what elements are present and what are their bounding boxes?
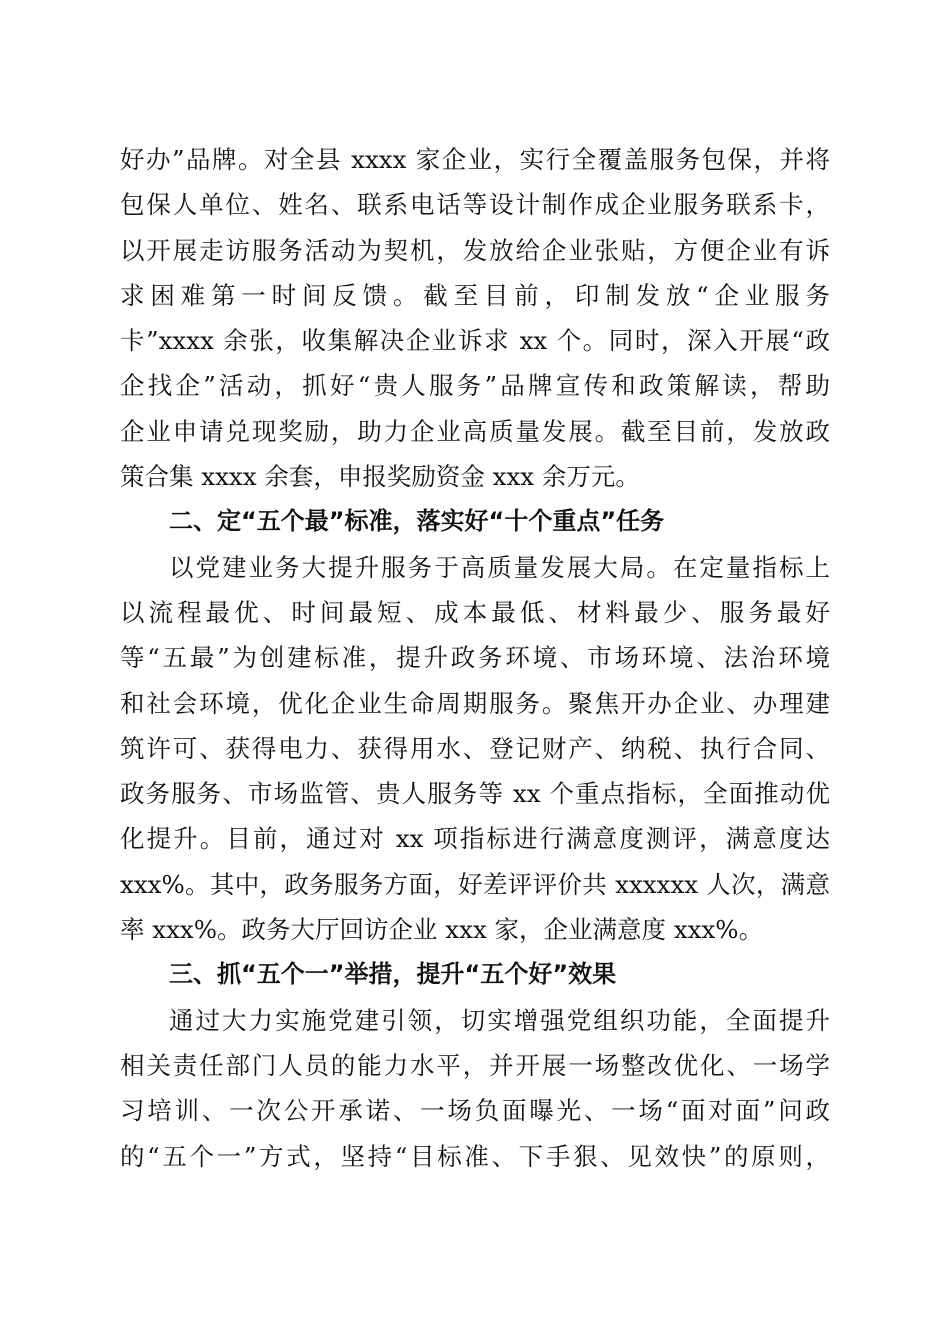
text-line: 化提升。目前，通过对 xx 项指标进行满意度测评，满意度达 [120,824,830,854]
text-line: 等“五最”为创建标准，提升政务环境、市场环境、法治环境 [120,643,830,673]
text-line: 好办”品牌。对全县 xxxx 家企业，实行全覆盖服务包保，并将 [120,145,830,174]
text-line: 求困难第一时间反馈。截至目前，印制发放“企业服务 [120,280,830,310]
text-line: 包保人单位、姓名、联系电话等设计制作成企业服务联系卡， [120,190,830,220]
text-line: xxx%。其中，政务服务方面，好差评评价共 xxxxxx 人次，满意 [120,869,830,899]
section-heading-3: 三、抓“五个一”举措，提升“五个好”效果 [169,960,617,989]
paragraph-2 [120,545,830,953]
text-line: 以开展走访服务活动为契机，发放给企业张贴，方便企业有诉 [120,235,830,265]
text-line: 的“五个一”方式，坚持“目标准、下手狠、见效快”的原则， [120,1141,830,1171]
section-heading-2: 二、定“五个最”标准，落实好“十个重点”任务 [169,507,665,536]
text-line: 企找企”活动，抓好“贵人服务”品牌宣传和政策解读，帮助 [120,371,830,401]
document-page [120,137,830,1179]
text-line: 率 xxx%。政务大厅回访企业 xxx 家，企业满意度 xxx%。 [120,915,764,945]
paragraph-1 [120,137,830,499]
text-line: 相关责任部门人员的能力水平，并开展一场整改优化、一场学 [120,1050,830,1080]
text-line: 卡”xxxx 余张，收集解决企业诉求 xx 个。同时，深入开展“政 [120,326,830,356]
text-line: 习培训、一次公开承诺、一场负面曝光、一场“面对面”问政 [120,1096,830,1126]
text-line: 通过大力实施党建引领，切实增强党组织功能，全面提升 [169,1005,830,1035]
text-line: 筑许可、获得电力、获得用水、登记财产、纳税、执行合同、 [120,733,830,763]
text-line: 政务服务、市场监管、贵人服务等 xx 个重点指标，全面推动优 [120,779,830,809]
text-line: 策合集 xxxx 余套，申报奖励资金 xxx 余万元。 [120,462,640,492]
text-line: 以党建业务大提升服务于高质量发展大局。在定量指标上 [169,552,830,582]
paragraph-3 [120,998,830,1179]
text-line: 企业申请兑现奖励，助力企业高质量发展。截至目前，发放政 [120,416,830,446]
text-line: 和社会环境，优化企业生命周期服务。聚焦开办企业、办理建 [120,688,830,718]
text-line: 以流程最优、时间最短、成本最低、材料最少、服务最好 [120,597,830,627]
